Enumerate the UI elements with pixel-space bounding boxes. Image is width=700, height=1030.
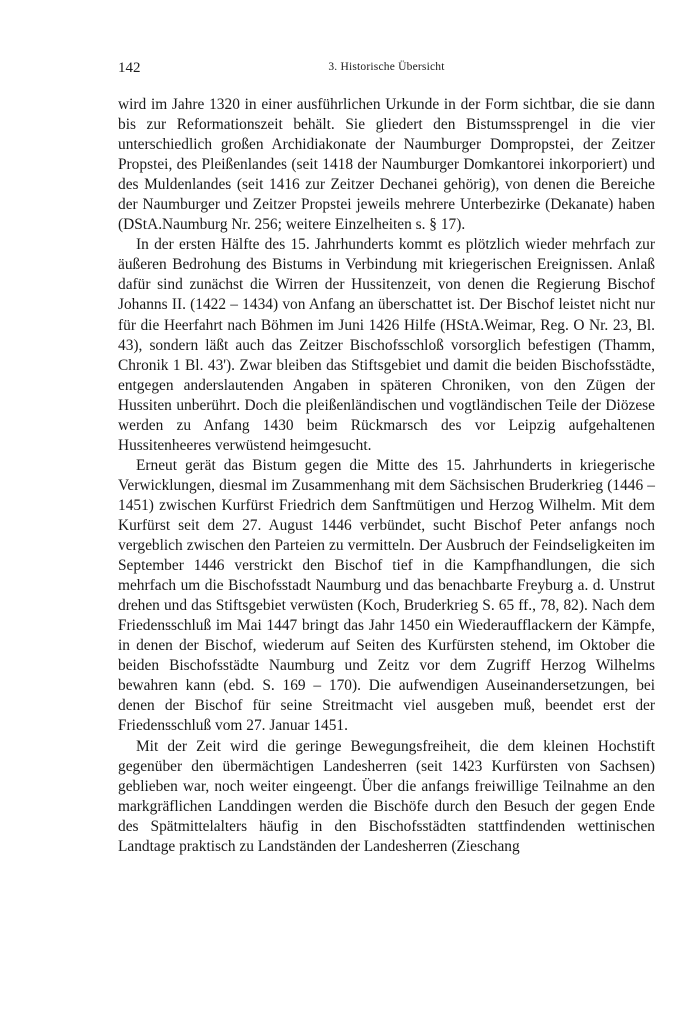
paragraph-bruderkrieg: Erneut gerät das Bistum gegen die Mitte des 15. Jahrhunderts in kriegerische Verwicklungen, diesmal im Zusammenhang mit dem Sächsischen Bruderkrieg (1446 – 1451) zwischen Kurfürst Friedrich dem Sanftmütigen und Herzog Wilhelm. Mit dem Kurfürst seit dem 27. August 1446 verbündet, sucht Bischof Peter anfangs noch vergeblich zwischen den Parteien zu vermitteln. Der Ausbruch der Feindseligkeiten im September 1446 verstrickt den Bischof tief in die Kampfhandlungen, die sich mehrfach um die Bischofsstadt Naumburg und das benachbarte Freyburg a. d. Unstrut drehen und das Stiftsgebiet verwüsten (Koch, Bruderkrieg S. 65 ff., 78, 82). Nach dem Friedensschluß im Mai 1447 bringt das Jahr 1450 ein Wiederaufflackern der Kämpfe, in denen der Bischof, wiederum auf Seiten des Kurfürsten stehend, im Oktober die beiden Bischofsstädte Naumburg und Zeitz vor dem Zugriff Herzog Wilhelms bewahren kann (ebd. S. 169 – 170). Die aufwendigen Auseinandersetzungen, bei denen der Bischof für seine Streitmacht viel ausgeben muß, beendet erst der Friedensschluß vom 27. Januar 1451. — [118, 456, 655, 735]
page-number: 142 — [118, 60, 141, 76]
paragraph-continued: wird im Jahre 1320 in einer ausführlichen Urkunde in der Form sichtbar, die sie dann bis zur Reformationszeit behält. Sie gliedert den Bistumssprengel in die vier unterschiedlich großen Archidiakonate der Naumburger Dompropstei, der Zeitzer Propstei, des Pleißenlandes (seit 1418 der Naumburger Domkantorei inkorporiert) und des Muldenlandes (seit 1416 zur Zeitzer Dechanei gehörig), von denen die Bereiche der Naumburger und Zeitzer Propstei jeweils mehrere Unterbezirke (Dekanate) haben (DStA.Naumburg Nr. 256; weitere Einzelheiten s. § 17). — [118, 96, 655, 234]
paragraph-landstaende: Mit der Zeit wird die geringe Bewegungsfreiheit, die dem kleinen Hochstift gegenüber den übermächtigen Landesherren (seit 1423 Kurfürsten von Sachsen) geblieben war, noch weiter eingeengt. Über die anfangs freiwillige Teilnahme an den markgräflichen Landdingen werden die Bischöfe durch den Besuch der gegen Ende des Spätmittelalters häufig in den Bischofsstädten stattfindenden wettinischen Landtage praktisch zu Landständen der Landesherren (Zieschang — [118, 737, 655, 855]
page-header — [118, 60, 655, 82]
paragraph-hussite-wars: In der ersten Hälfte des 15. Jahrhunderts kommt es plötzlich wieder mehrfach zur äußeren Bedrohung des Bistums in Verbindung mit kriegerischen Ereignissen. Anlaß dafür sind zunächst die Wirren der Hussitenzeit, von denen die Regierung Bischof Johanns II. (1422 – 1434) von Anfang an überschattet ist. Der Bischof leistet nicht nur für die Heerfahrt nach Böhmen im Juni 1426 Hilfe (HStA.Weimar, Reg. O Nr. 23, Bl. 43), sondern läßt auch das Zeitzer Bischofsschloß vorsorglich befestigen (Thamm, Chronik 1 Bl. 43'). Zwar bleiben das Stiftsgebiet und damit die beiden Bischofsstädte, entgegen anderslautenden Angaben in späteren Chroniken, von den Zügen der Hussiten unberührt. Doch die pleißenländischen und vogtländischen Teile der Diözese werden zu Anfang 1430 beim Rückmarsch des vor Leipzig aufgehaltenen Hussitenheeres verwüstend heimgesucht. — [118, 236, 655, 454]
running-head: 3. Historische Übersicht — [328, 61, 445, 73]
body-text — [118, 95, 655, 857]
